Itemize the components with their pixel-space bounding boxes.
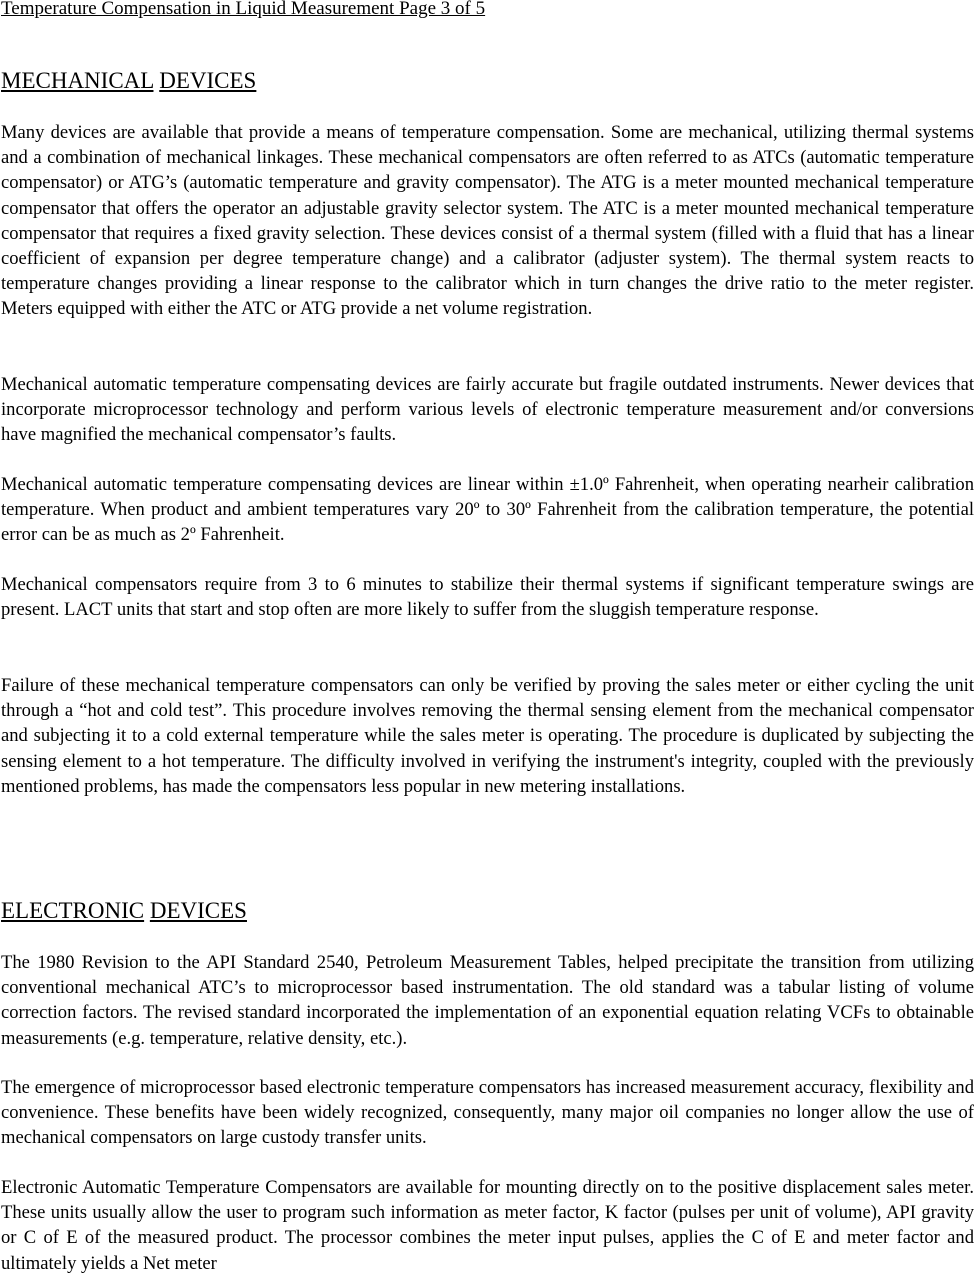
heading-word: MECHANICAL [1, 68, 154, 93]
heading-word: DEVICES [159, 68, 257, 93]
paragraph-electronic-available: Electronic Automatic Temperature Compensators are available for mounting directly on to the positive displacement sales meter. These units usually allow the user to program such information as meter factor, K factor (pulses per unit of volume), API gravity or C of E of the measured product. The processor combines the meter input pulses, applies the C of E and meter factor and ultimately yields a Net meter [1, 1177, 974, 1274]
paragraph-mechanical-intro: Many devices are available that provide a means of temperature compensation. Some are mechanical, utilizing thermal systems and a combination of mechanical linkages. These mechanical compensators are often referred to as ATCs (automatic temperature compensator) or ATG’s (automatic temperature and gravity compensator). The ATG is a meter mounted mechanical temperature compensator that offers the operator an adjustable gravity selector system. The ATC is a meter mounted mechanical temperature compensator that requires a fixed gravity selection. These devices consist of a thermal system (filled with a fluid that has a linear coefficient of expansion per degree temperature change) and a calibrator (adjuster system). The thermal system reacts to temperature changes providing a linear response to the calibrator which in turn changes the drive ratio to the meter register. Meters equipped with either the ATC or ATG provide a net volume registration. [1, 122, 974, 320]
paragraph-mechanical-linearity: Mechanical automatic temperature compensating devices are linear within ±1.0º Fahrenheit, when operating nearheir calibration temperature. When product and ambient temperatures vary 20º to 30º Fahrenheit from the calibration temperature, the potential error can be as much as 2º Fahrenheit. [1, 474, 974, 546]
heading-word: ELECTRONIC [1, 898, 145, 923]
paragraph-mechanical-accuracy: Mechanical automatic temperature compensating devices are fairly accurate but fragile outdated instruments. Newer devices that incorporate microprocessor technology and perform various levels of electronic temperature measurement and/or conversions have magnified the mechanical compensator’s faults. [1, 374, 974, 446]
heading-word: DEVICES [149, 898, 247, 923]
paragraph-mechanical-failure: Failure of these mechanical temperature compensators can only be verified by proving the sales meter or either cycling the unit through a “hot and cold test”. This procedure involves removing the thermal sensing element from the mechanical compensator and subjecting it to a cold external temperature while the sales meter is operating. The procedure is duplicated by subjecting the sensing element to a hot temperature. The difficulty involved in verifying the instrument's integrity, coupled with the previously mentioned problems, has made the compensators less popular in new metering installations. [1, 675, 974, 797]
running-header: Temperature Compensation in Liquid Measurement Page 3 of 5 [1, 0, 486, 19]
paragraph-mechanical-stabilize: Mechanical compensators require from 3 to 6 minutes to stabilize their thermal systems if significant temperature swings are present. LACT units that start and stop often are more likely to suffer from the sluggish temperature response. [1, 574, 974, 621]
paragraph-electronic-revision: The 1980 Revision to the API Standard 2540, Petroleum Measurement Tables, helped precipitate the transition from utilizing conventional mechanical ATC’s to microprocessor based instrumentation. The old standard was a tabular listing of volume correction factors. The revised standard incorporated the implementation of an exponential equation relating VCFs to obtainable measurements (e.g. temperature, relative density, etc.). [1, 952, 974, 1049]
paragraph-electronic-emergence: The emergence of microprocessor based electronic temperature compensators has increased measurement accuracy, flexibility and convenience. These benefits have been widely recognized, consequently, many major oil companies no longer allow the use of mechanical compensators on large custody transfer units. [1, 1077, 974, 1149]
section-heading-mechanical [1, 68, 256, 94]
section-heading-electronic [1, 898, 247, 924]
